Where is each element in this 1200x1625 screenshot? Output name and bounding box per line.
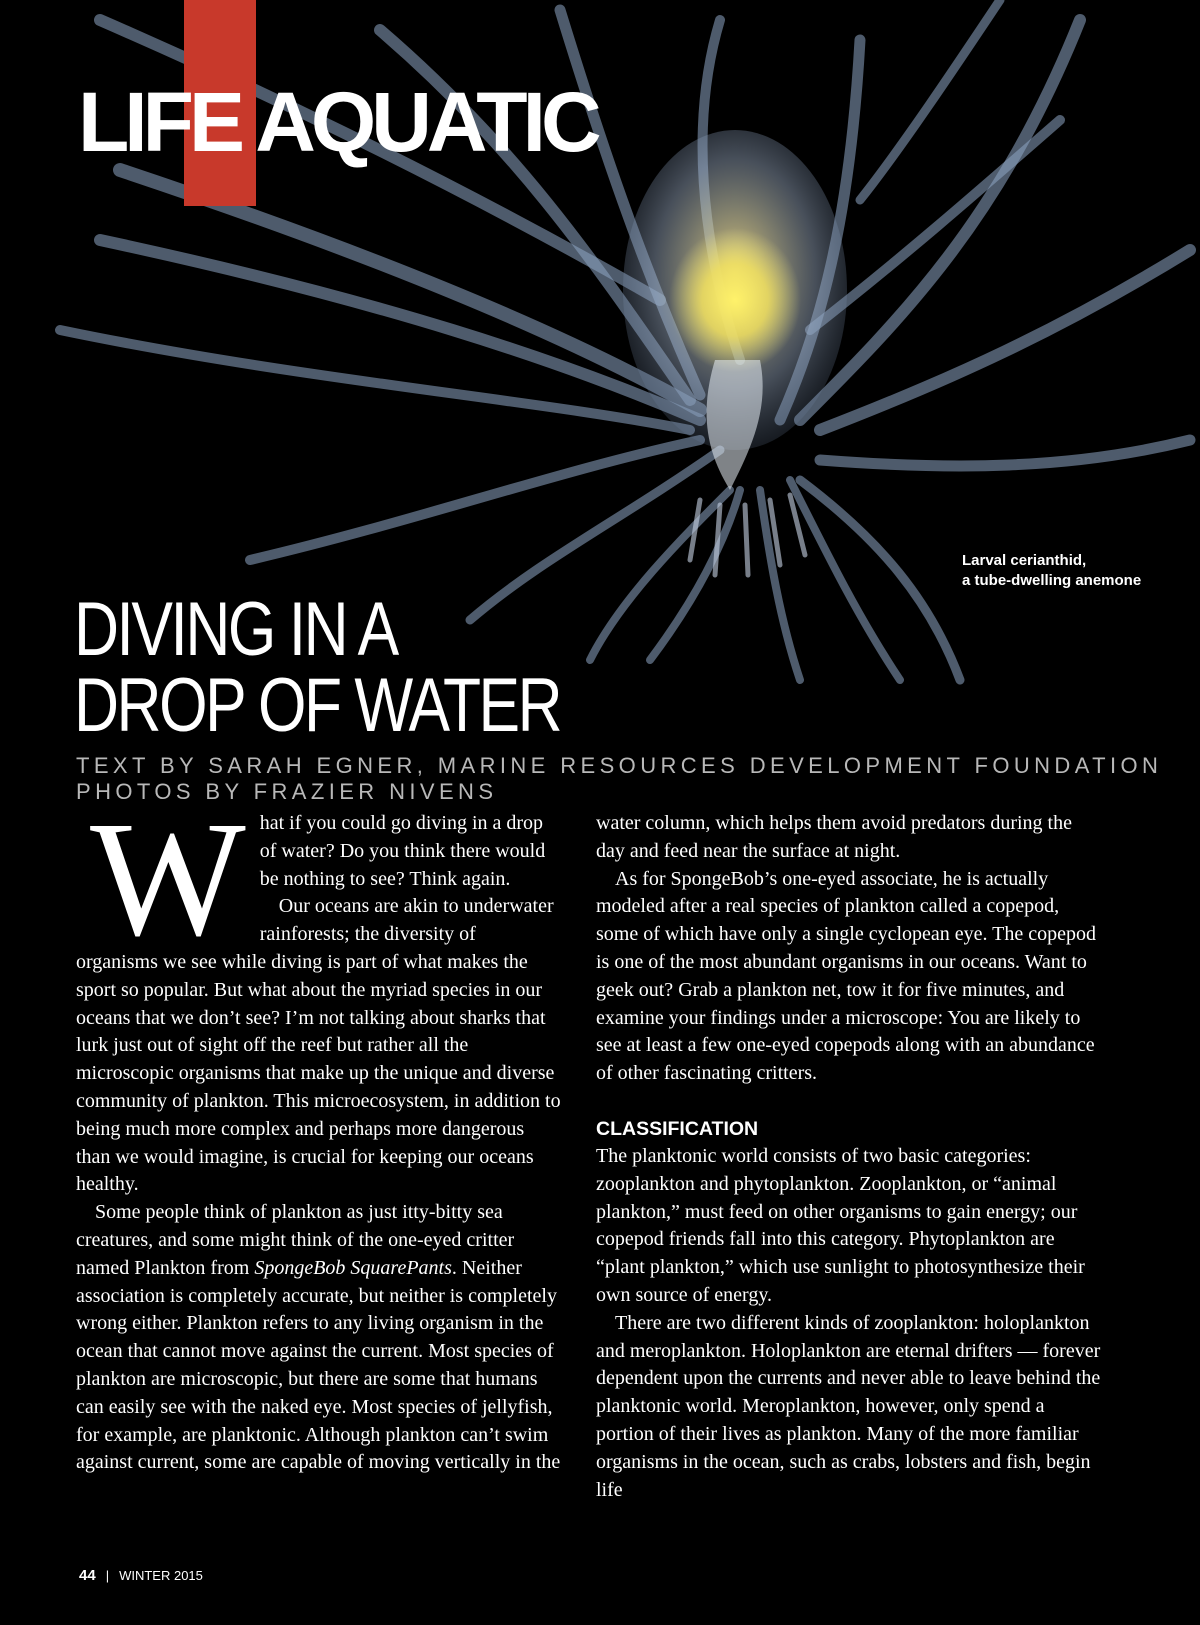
byline-photo-credit: PHOTOS BY FRAZIER NIVENS (76, 779, 498, 804)
paragraph-plankton-definition: Some people think of plankton as just itty-bitty sea creatures, and some might think of the one-eyed critter named Plankton from SpongeBob SquarePants. Neither association is completely accurate, but neither is completely wrong either. Plankton refers to any living organism in the ocean that cannot move against the current. Most species of plankton are microscopic, but there are some that humans can easily see with the naked eye. Most species of jellyfish, for example, are planktonic. Although plankton can’t swim against current, some are capable of moving vertically in the (76, 1201, 561, 1474)
byline-text-credit: TEXT BY SARAH EGNER, MARINE RESOURCES DEVELOPMENT FOUNDATION (76, 753, 1163, 778)
drop-cap: W (90, 787, 246, 970)
section-title: LIFE AQUATIC (78, 75, 597, 169)
footer-separator: | (105, 1568, 110, 1583)
paragraph-zooplankton-kinds: There are two different kinds of zooplankton: holoplankton and meroplankton. Holoplankton are eternal drifters — forever dependent upon the currents and never able to leave behind the planktonic world. Meroplankton, however, only spend a portion of their lives as plankton. Many of the more familiar organisms in the ocean, such as crabs, lobsters and fish, begin life (596, 1311, 1101, 1501)
caption-line-1: Larval cerianthid, (962, 552, 1087, 569)
page-number: 44 (79, 1567, 96, 1584)
page-footer (79, 1567, 203, 1584)
paragraph-intro: hat if you could go diving in a drop of water? Do you think there would be nothing to see? Think again. (259, 812, 546, 890)
photo-caption (962, 551, 1192, 591)
paragraph-rainforests: Our oceans are akin to underwater rainforests; the diversity of organisms we see while diving is part of what makes the sport so popular. But what about the myriad species in our oceans that we don’t see? I’m not talking about sharks that lurk just out of sight off the reef but rather all the microscopic organisms that make up the unique and diverse community of plankton. This microecosystem, in addition to being much more complex and perhaps more dangerous than we would imagine, is crucial for keeping our oceans healthy. (76, 895, 561, 1196)
article-column-right (596, 810, 1101, 1504)
headline-line-2: DROP OF WATER (74, 663, 561, 748)
issue-label: WINTER 2015 (119, 1568, 203, 1583)
caption-line-2: a tube-dwelling anemone (962, 572, 1142, 589)
spongebob-title: SpongeBob SquarePants (254, 1256, 452, 1279)
paragraph-copepod: As for SpongeBob’s one-eyed associate, he is actually modeled after a real species of plankton called a copepod, some of which have only a single cyclopean eye. The copepod is one of the most abundant organisms in our oceans. Want to geek out? Grab a plankton net, tow it for five minutes, and examine your findings under a microscope: You are likely to see at least a few one-eyed copepods along with an abundance of other fascinating critters. (596, 867, 1097, 1085)
paragraph-water-column: water column, which helps them avoid predators during the day and feed near the surface at night. (596, 812, 1072, 862)
article-headline (74, 587, 561, 748)
headline-line-1: DIVING IN A (74, 587, 397, 672)
paragraph-categories: The planktonic world consists of two basic categories: zooplankton and phytoplankton. Zooplankton, or “animal plankton,” must feed on other organisms to gain energy; our copepod friends fall into this category. Phytoplankton are “plant plankton,” which use sunlight to photosynthesize their own source of energy. (596, 1144, 1085, 1306)
subhead-classification: CLASSIFICATION (596, 1117, 759, 1140)
